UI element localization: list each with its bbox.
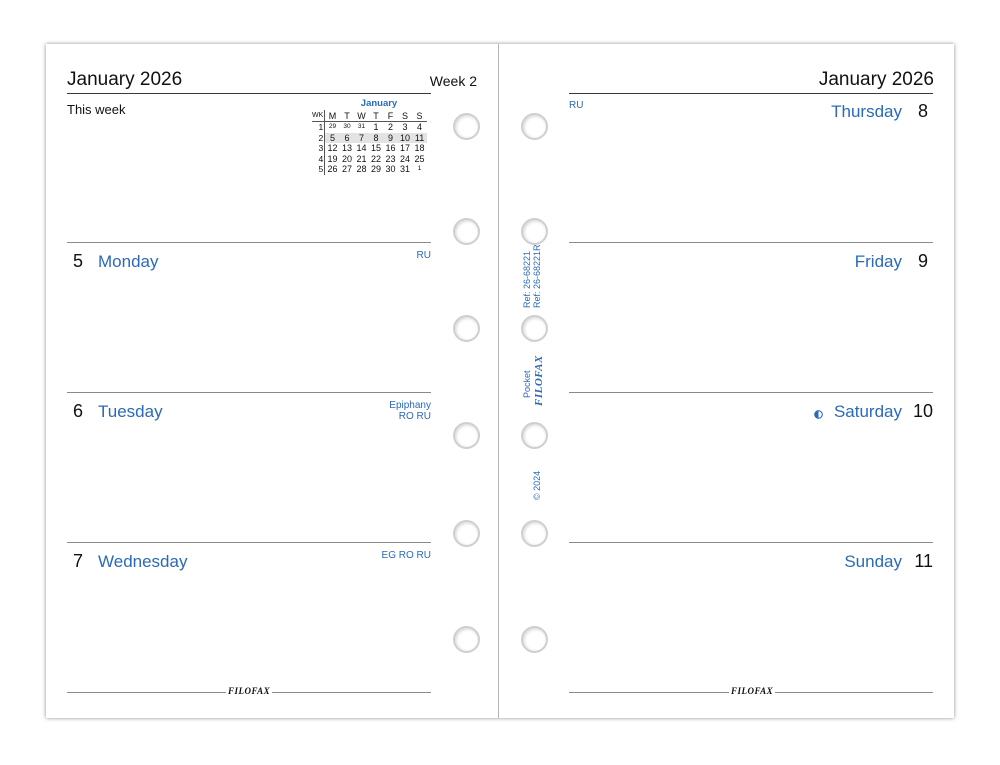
- mc-day: 19: [327, 153, 338, 164]
- mc-week-number: 3: [312, 143, 325, 154]
- sunday-date: 11: [914, 551, 933, 571]
- this-week-label: This week: [67, 102, 126, 117]
- monday-label: Monday: [98, 252, 159, 271]
- ring-hole: [521, 315, 548, 342]
- left-header-rule: [67, 93, 431, 94]
- mc-day: 1: [417, 165, 422, 172]
- mc-header: M: [325, 110, 340, 122]
- mc-day: 31: [400, 164, 411, 174]
- mc-day: 5: [325, 133, 340, 144]
- wednesday-date: 7: [73, 551, 84, 571]
- saturday-date: 10: [912, 401, 933, 421]
- ring-hole: [521, 113, 548, 140]
- friday-label: Friday: [854, 252, 902, 271]
- tuesday-date: 6: [73, 401, 84, 421]
- mc-header: S: [398, 110, 413, 122]
- mc-header: WK: [312, 110, 325, 122]
- mc-row-highlighted: [312, 133, 427, 144]
- right-corner-tag: RU: [569, 100, 584, 111]
- mc-row: [312, 164, 427, 175]
- mc-week-number: 2: [312, 133, 325, 144]
- mc-day: 13: [342, 143, 353, 153]
- sunday-label: Sunday: [844, 552, 902, 571]
- tuesday-country-tags: RO RU: [398, 411, 431, 422]
- ref-number-1: Ref: 26-68221: [522, 250, 532, 308]
- mc-day: 15: [371, 143, 382, 153]
- format-label: Pocket: [522, 370, 532, 398]
- mc-week-number: 1: [312, 122, 325, 133]
- mc-header: F: [383, 110, 398, 122]
- left-footer-brand-logo: FILOFAX: [228, 686, 271, 696]
- mini-calendar-title: January: [360, 98, 398, 109]
- mc-header: T: [369, 110, 384, 122]
- ring-hole: [521, 520, 548, 547]
- ring-hole: [453, 520, 480, 547]
- mc-header: W: [354, 110, 369, 122]
- mc-day: 26: [327, 164, 338, 174]
- mc-day: 11: [412, 133, 427, 144]
- mc-day: 30: [385, 164, 396, 174]
- spine-brand-logo: FILOFAX: [533, 355, 545, 406]
- sunday-rule: [569, 542, 933, 543]
- week-label: Week 2: [429, 73, 477, 89]
- mini-calendar: [312, 98, 432, 175]
- mc-row: [312, 143, 427, 154]
- monday-country-tags: RU: [416, 250, 431, 261]
- mc-day: 14: [356, 143, 367, 153]
- mc-day: 29: [371, 164, 382, 174]
- mc-day: 6: [340, 133, 355, 144]
- saturday-rule: [569, 392, 933, 393]
- copyright: © 2024: [532, 470, 542, 500]
- friday-rule: [569, 242, 933, 243]
- tuesday-holiday: Epiphany: [389, 400, 431, 411]
- first-quarter-moon-icon: [814, 406, 823, 415]
- mc-day: 18: [414, 143, 425, 153]
- mc-row: [312, 154, 427, 165]
- right-header-rule: [569, 93, 933, 94]
- left-month-title: January 2026: [67, 69, 183, 90]
- mc-day: 28: [356, 164, 367, 174]
- mc-day: 30: [343, 123, 351, 130]
- thursday-label: Thursday: [831, 102, 902, 121]
- mc-day: 20: [342, 153, 353, 164]
- monday-date: 5: [73, 251, 84, 271]
- planner-spread: [46, 44, 954, 718]
- mc-day: 12: [327, 143, 338, 153]
- mc-day: 10: [398, 133, 413, 144]
- mc-day: 22: [371, 153, 382, 164]
- friday-date: 9: [917, 251, 928, 271]
- saturday-label: Saturday: [833, 402, 902, 421]
- right-month-title: January 2026: [818, 69, 934, 90]
- ring-hole: [453, 422, 480, 449]
- right-page: [499, 44, 954, 718]
- mc-day: 16: [385, 143, 396, 153]
- ring-hole: [453, 113, 480, 140]
- mc-day: 29: [328, 123, 337, 130]
- mc-day: 27: [342, 164, 353, 174]
- mc-row: [312, 122, 427, 133]
- mc-day: 1: [373, 122, 379, 132]
- ring-hole: [521, 422, 548, 449]
- mc-day: 23: [385, 153, 396, 164]
- mc-day: 21: [356, 153, 367, 164]
- mc-header: S: [412, 110, 427, 122]
- mc-week-number: 5: [312, 164, 325, 175]
- mc-week-number: 4: [312, 154, 325, 165]
- mc-day: 8: [369, 133, 384, 144]
- tuesday-rule: [67, 392, 431, 393]
- monday-rule: [67, 242, 431, 243]
- mc-day: 2: [388, 122, 394, 132]
- mc-day: 3: [402, 122, 408, 132]
- ring-hole: [453, 315, 480, 342]
- mc-day: 17: [400, 143, 411, 153]
- mc-header: T: [340, 110, 355, 122]
- ring-hole: [453, 626, 480, 653]
- mini-calendar-grid: [312, 110, 427, 175]
- wednesday-country-tags: EG RO RU: [381, 550, 431, 561]
- wednesday-rule: [67, 542, 431, 543]
- mc-day: 4: [417, 122, 423, 132]
- tuesday-label: Tuesday: [98, 402, 163, 421]
- mc-day: 7: [354, 133, 369, 144]
- mc-day: 25: [414, 153, 425, 164]
- ring-hole: [521, 626, 548, 653]
- ring-hole: [521, 218, 548, 245]
- mc-day: 24: [400, 153, 411, 164]
- right-footer-brand-logo: FILOFAX: [731, 686, 774, 696]
- ref-number-2: Ref: 26-68221R: [532, 244, 542, 308]
- mc-day: 9: [383, 133, 398, 144]
- mc-day: 31: [357, 123, 366, 130]
- ring-hole: [453, 218, 480, 245]
- thursday-date: 8: [917, 101, 928, 121]
- wednesday-label: Wednesday: [98, 552, 188, 571]
- left-page: [46, 44, 498, 718]
